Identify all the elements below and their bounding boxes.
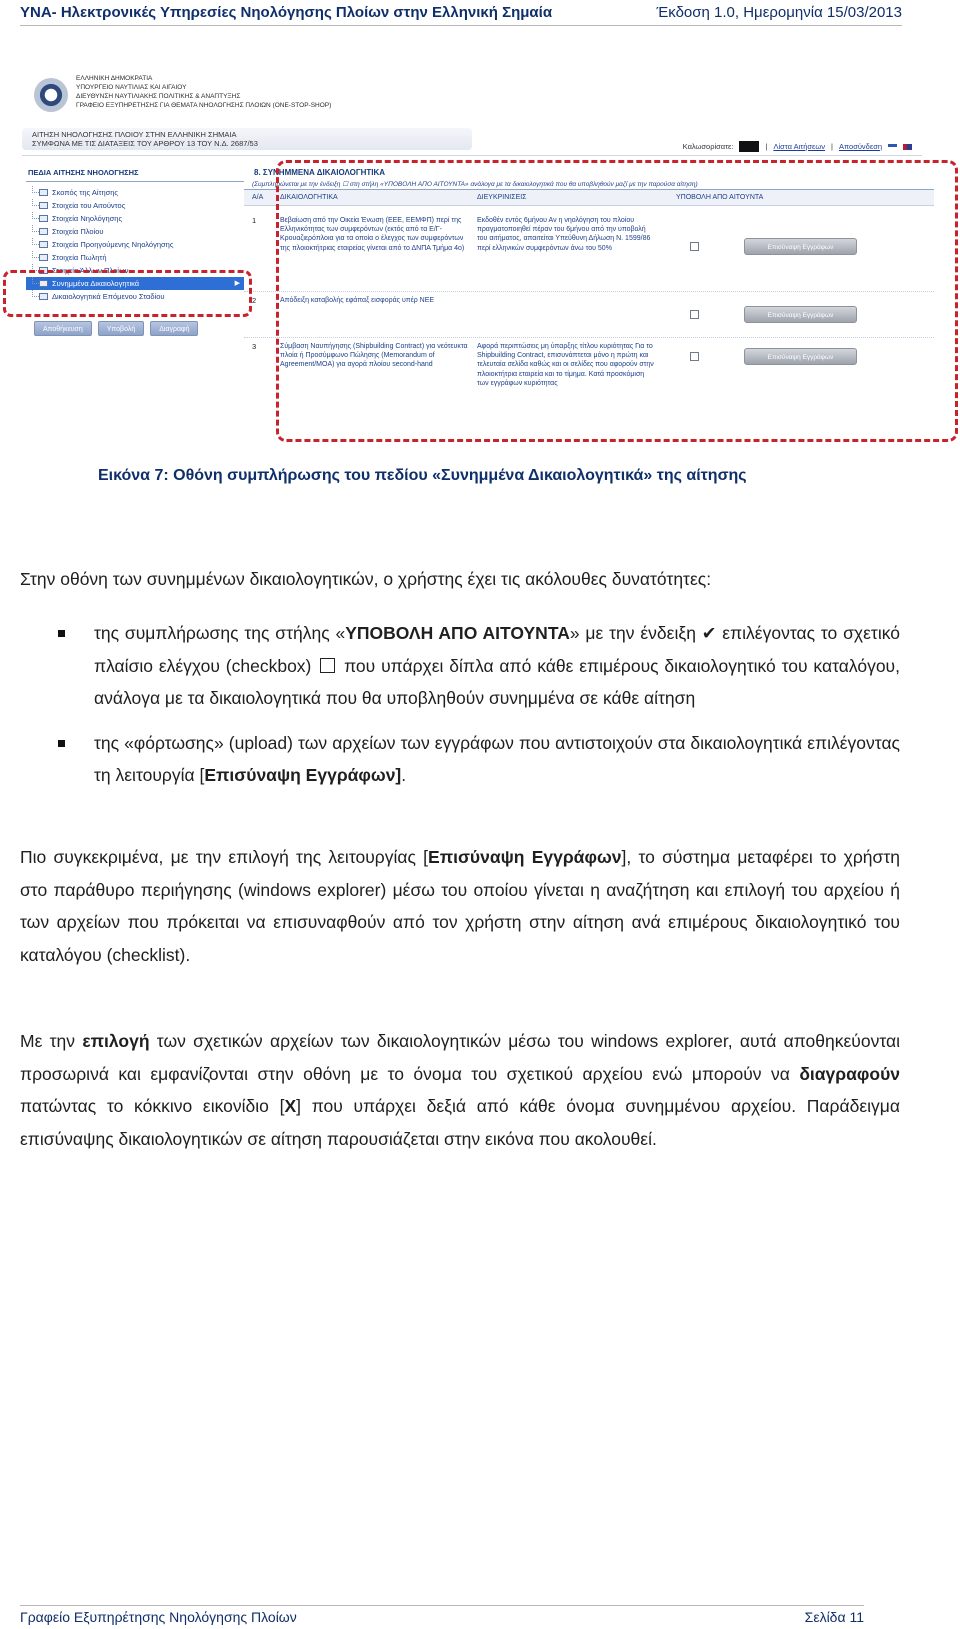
page-header	[20, 0, 902, 26]
text-span: .	[401, 765, 407, 785]
ministry-logo-icon	[34, 78, 68, 112]
sidebar-item-label: Στοιχεία Προηγούμενης Νηολόγησης	[52, 240, 174, 249]
logout-link[interactable]: Αποσύνδεση	[838, 142, 882, 151]
bold-text: Επισύναψη Εγγράφων	[428, 847, 622, 867]
highlight-frame-panel	[276, 160, 958, 442]
column-submit-by-applicant: ΥΠΟΒΟΛΗ ΑΠΟ ΑΙΤΟΥΝΤΑ	[676, 194, 764, 201]
document-icon	[39, 202, 48, 209]
document-name: Απόδειξη καταβολής εφάπαξ εισφοράς υπέρ ΝΕΕ	[280, 297, 435, 304]
sidebar-item-ship[interactable]	[26, 225, 244, 238]
panel-title: 8. ΣΥΝΗΜΜΕΝΑ ΔΙΚΑΙΟΛΟΓΗΤΙΚΑ	[254, 168, 386, 177]
app-title	[32, 130, 258, 148]
document-clarification: Αφορά περιπτώσεις μη ύπαρξης τίτλου κυριότητας Για το Shipbuilding Contract, επισυνάπτεται μόνο η πρώτη και τελευταία σελίδα καθώς και οι σελίδες που αφορούν στην πλοιοκτήτρια εταιρεία και το τίμημα. Κατά προσκόμιση των εγγράφων κυριότητας	[477, 343, 654, 387]
sidebar-item-label: Συνημμένα Δικαιολογητικά	[52, 279, 140, 288]
page-footer	[20, 1605, 864, 1625]
text-span: Με την	[20, 1031, 83, 1051]
tree-line	[32, 212, 39, 219]
sidebar-item-purpose[interactable]	[26, 186, 244, 199]
app-title-line2: ΣΥΜΦΩΝΑ ΜΕ ΤΙΣ ΔΙΑΤΑΞΕΙΣ ΤΟΥ ΑΡΘΡΟΥ 13 ΤΟΥ Ν.Δ. 2687/53	[32, 139, 258, 148]
sidebar-title: ΠΕΔΙΑ ΑΙΤΗΣΗΣ ΝΗΟΛΟΓΗΣΗΣ	[26, 168, 244, 182]
bold-text: Επισύναψη Εγγράφων]	[204, 765, 402, 785]
document-icon	[39, 228, 48, 235]
sidebar-item-seller[interactable]	[26, 251, 244, 264]
highlight-frame-sidebar	[3, 270, 252, 317]
attach-documents-button[interactable]: Επισύναψη Εγγράφων	[744, 348, 857, 365]
sidebar-item-label: Στοιχεία Πωλητή	[52, 253, 107, 262]
sidebar-item-applicant[interactable]	[26, 199, 244, 212]
intro-paragraph: Στην οθόνη των συνημμένων δικαιολογητικών, ο χρήστης έχει τις ακόλουθες δυνατότητες:	[20, 569, 712, 589]
footer-office: Γραφείο Εξυπηρέτησης Νηολόγησης Πλοίων	[20, 1609, 297, 1625]
text-span: Πιο συγκεκριμένα, με την επιλογή της λειτουργίας [	[20, 847, 429, 867]
delete-button[interactable]: Διαγραφή	[150, 321, 198, 336]
row-number: 2	[252, 296, 257, 305]
greek-flag-icon[interactable]	[888, 144, 897, 150]
sidebar-item-previous-registration[interactable]	[26, 238, 244, 251]
list-item	[58, 727, 900, 792]
text-span: ], το σύστημα μεταφέρει το χρήστη στο παράθυρο περιήγησης (windows explorer) μέσω του οποίου γίνεται η αναζήτηση και επιλογή του αρχείου ή των αρχείων που πρόκειται να επισυναφθούν από τον χρήστη στην αίτηση ανά επιμέρους δικαιολογητικό του καταλόγου (checklist).	[20, 847, 900, 965]
submit-button[interactable]: Υποβολή	[98, 321, 144, 336]
username-redacted	[739, 141, 759, 152]
ministry-lines	[76, 74, 331, 110]
list-item	[58, 617, 900, 715]
column-aa: Α/Α	[252, 194, 264, 201]
text-span: πατώντας το κόκκινο εικονίδιο [	[20, 1096, 285, 1116]
sidebar-item-label: Στοιχεία του Αιτούντος	[52, 201, 126, 210]
body-paragraph-1	[20, 841, 900, 971]
header-version: Έκδοση 1.0, Ημερομηνία 15/03/2013	[656, 4, 902, 21]
uk-flag-icon[interactable]	[903, 144, 912, 150]
bold-text: Χ	[284, 1096, 297, 1116]
tree-line	[32, 199, 39, 206]
sidebar-item-label: Δικαιολογητικά Επόμενου Σταδίου	[52, 292, 165, 301]
column-clarifications: ΔΙΕΥΚΡΙΝΙΣΕΙΣ	[477, 194, 527, 201]
ministry-line: ΓΡΑΦΕΙΟ ΕΞΥΠΗΡΕΤΗΣΗΣ ΓΙΑ ΘΕΜΑΤΑ ΝΗΟΛΟΓΗΣΗΣ ΠΛΟΙΩΝ (ONE-STOP-SHOP)	[76, 102, 332, 109]
bold-text: διαγραφούν	[799, 1063, 900, 1084]
page-number: Σελίδα 11	[804, 1609, 864, 1625]
text-span: των σχετικών αρχείων των δικαιολογητικών μέσω του windows explorer, αυτά αποθηκεύονται προσωρινά και εμφανίζονται στην οθόνη με το όνομα του σχετικού αρχείου ενώ μπορούν να	[20, 1031, 901, 1084]
sidebar-buttons	[26, 321, 244, 336]
header-title: ΥΝΑ- Ηλεκτρονικές Υπηρεσίες Νηολόγησης Πλοίων στην Ελληνική Σημαία	[20, 4, 553, 21]
text-span: ] που υπάρχει δεξιά από κάθε όνομα συνημμένου αρχείου. Παράδειγμα επισύναψης δικαιολογητικών σε αίτηση παρουσιάζεται στην εικόνα που ακολουθεί.	[20, 1096, 900, 1149]
figure-caption: Εικόνα 7: Οθόνη συμπλήρωσης του πεδίου «Συνημμένα Δικαιολογητικά» της αίτησης	[98, 467, 747, 484]
bullet-square-icon	[58, 630, 65, 637]
tree-line	[32, 238, 39, 245]
tree-line	[32, 225, 39, 232]
sidebar-item-registration[interactable]	[26, 212, 244, 225]
column-documents: ΔΙΚΑΙΟΛΟΓΗΤΙΚΑ	[280, 194, 338, 201]
ministry-line: ΔΙΕΥΘΥΝΣΗ ΝΑΥΤΙΛΙΑΚΗΣ ΠΟΛΙΤΙΚΗΣ & ΑΝΑΠΤΥΞΗΣ	[76, 93, 241, 100]
attach-documents-button[interactable]: Επισύναψη Εγγράφων	[744, 306, 857, 323]
text-span: της συμπλήρωσης της στήλης «	[94, 623, 346, 643]
document-icon	[39, 215, 48, 222]
sidebar-item-label: Σκοπός της Αίτησης	[52, 188, 119, 197]
separator: |	[831, 142, 833, 151]
text-span: της «φόρτωσης» (upload) των αρχείων των εγγράφων που αντιστοιχούν στα δικαιολογητικά επιλέγοντας τη λειτουργία [	[94, 732, 900, 785]
document-name: Σύμβαση Ναυπήγησης (Shipbuilding Contract) για νεότευκτα πλοία ή Προσύμφωνο Πώλησης (Memorandum of Agreement/MOA) για αγορά πλοίου second-hand	[280, 343, 468, 369]
text-span: που υπάρχει δίπλα από κάθε επιμέρους δικαιολογητικό του καταλόγου, ανάλογα με τα δικαιολογητικά που θα υποβληθούν συνημμένα σε κάθε αίτηση	[94, 655, 900, 708]
row-number: 1	[252, 216, 257, 225]
bold-text: επιλογή	[82, 1031, 150, 1051]
tree-line	[32, 186, 39, 193]
row-number: 3	[252, 342, 257, 351]
applications-list-link[interactable]: Λίστα Αιτήσεων	[773, 142, 825, 151]
ministry-line: ΕΛΛΗΝΙΚΗ ΔΗΜΟΚΡΑΤΙΑ	[76, 75, 153, 82]
bold-text: ΥΠΟΒΟΛΗ ΑΠΟ ΑΙΤΟΥΝΤΑ	[345, 623, 570, 643]
welcome-label: Καλωσορίσατε:	[682, 142, 734, 151]
app-title-line1: ΑΙΤΗΣΗ ΝΗΟΛΟΓΗΣΗΣ ΠΛΟΙΟΥ ΣΤΗΝ ΕΛΛΗΝΙΚΗ ΣΗΜΑΙΑ	[32, 130, 237, 139]
sidebar-item-label: Στοιχεία Άλλων Πλοίων	[52, 266, 129, 275]
document-icon	[39, 241, 48, 248]
separator: |	[765, 142, 768, 151]
app-header-bar	[22, 128, 472, 150]
document-icon	[39, 189, 48, 196]
ministry-header	[34, 74, 331, 128]
text-span: » με την ένδειξη ✔ επιλέγοντας το σχετικό πλαίσιο ελέγχου (checkbox)	[94, 623, 900, 676]
body-paragraph-2	[20, 1025, 900, 1155]
bullet-square-icon	[58, 740, 65, 747]
tree-line	[32, 251, 39, 258]
ministry-line: ΥΠΟΥΡΓΕΙΟ ΝΑΥΤΙΛΙΑΣ ΚΑΙ ΑΙΓΑΙΟΥ	[76, 84, 187, 91]
checkbox-icon	[320, 658, 335, 673]
attach-documents-button[interactable]: Επισύναψη Εγγράφων	[744, 238, 857, 255]
capabilities-list	[58, 617, 900, 804]
links-row	[683, 141, 912, 152]
save-button[interactable]: Αποθήκευση	[34, 321, 92, 336]
chevron-right-icon: ▶	[234, 280, 240, 287]
document-clarification: Εκδοθέν εντός 6μήνου Αν η νηολόγηση του πλοίου πραγματοποιηθεί πέραν του 6μήνου από την υποβολή του αιτήματος, απαιτείται Υπεύθυνη Δήλωση Ν. 1599/86 περί ελληνικών συμφερόντων άνω του 50%	[477, 217, 651, 252]
document-name: Βεβαίωση από την Οικεία Ένωση (ΕΕΕ, ΕΕΜΦΠ) περί της Ελληνικότητας των συμφερόντων (εκτός από τα Ε/Γ-Κρουαζιερόπλοια για τα οποία ο έλεγχος των συμφερόντων της πλοιοκτήτριας εταιρείας γίνεται από το ΔΝΠΑ Τμήμα 4ο)	[280, 217, 465, 252]
sidebar-item-label: Στοιχεία Νηολόγησης	[52, 214, 123, 223]
sidebar-item-label: Στοιχεία Πλοίου	[52, 227, 104, 236]
document-icon	[39, 254, 48, 261]
panel-note: (Συμπληρώνεται με την ένδειξη ☐ στη στήλη «ΥΠΟΒΟΛΗ ΑΠΟ ΑΙΤΟΥΝΤΑ» ανάλογα με τα δικαιολογητικά που θα υποβληθούν μαζί με την παρούσα αίτηση)	[244, 180, 934, 190]
